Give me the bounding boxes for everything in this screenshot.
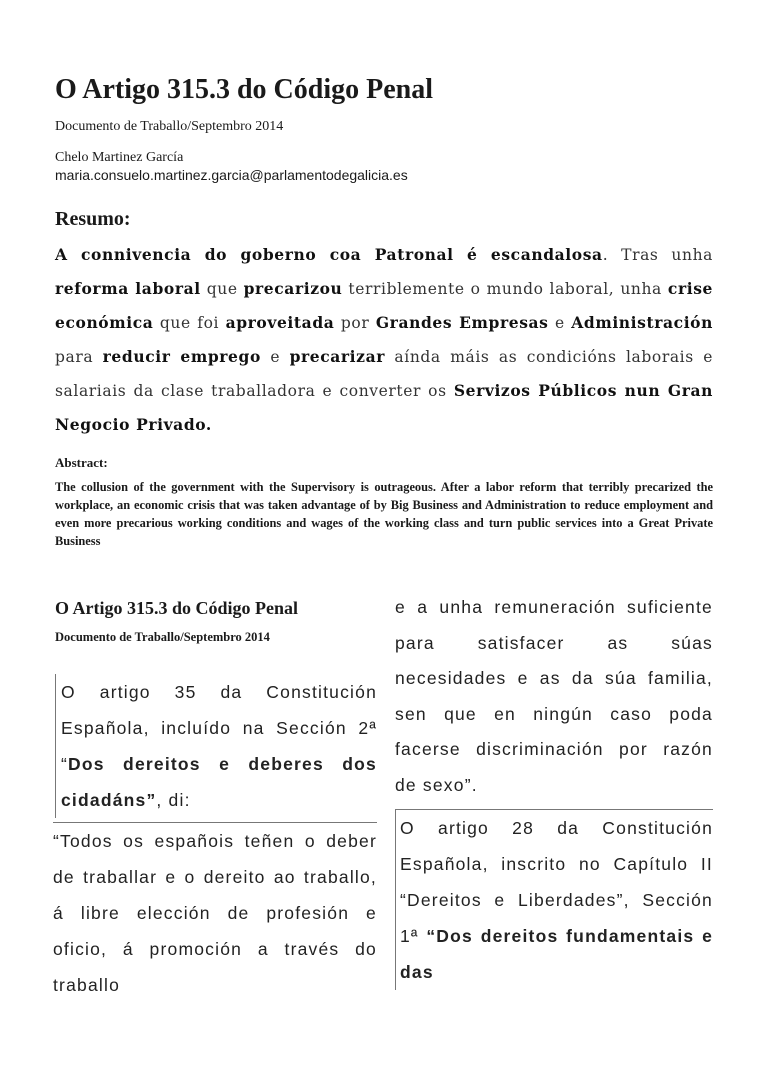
resumo-highlight: Administración — [571, 313, 713, 332]
left-column — [55, 598, 377, 1003]
resumo-text: e — [260, 348, 290, 366]
article-28-section-name: “Dos dereitos fundamentais e das — [400, 925, 713, 982]
resumo-text: terriblemente o mundo laboral, unha — [342, 280, 668, 298]
resumo-body — [55, 238, 713, 442]
article-35-paragraph — [55, 674, 377, 818]
quote-paragraph-end: e a unha remuneración suficiente para satisfacer as súas necesidades e as da súa familia, sen que en ningún caso poda facerse discriminación por razón de sexo”. — [395, 597, 713, 795]
quote-paragraph-start: “Todos os españois teñen o deber de traballar e o dereito ao traballo, á libre elección de profesión e oficio, á promoción a través do traballo — [53, 822, 377, 1003]
resumo-highlight: reforma laboral — [55, 279, 201, 298]
author-name: Chelo Martinez García — [55, 150, 184, 165]
abstract-body: The collusion of the government with the Supervisory is outrageous. After a labor reform that terribly precarized the workplace, an economic crisis that was taken advantage of by Big Business and Administration to reduce employment and even more precarious working conditions and wages of the working class and turn public services into a Great Private Business — [55, 480, 713, 548]
resumo-text: que foi — [153, 314, 226, 332]
resumo-text: por — [334, 314, 376, 332]
section-subtitle: Documento de Traballo/Septembro 2014 — [55, 630, 270, 644]
resumo-text: . Tras unha — [602, 246, 713, 264]
abstract-heading: Abstract: — [55, 455, 108, 470]
resumo-text: para — [55, 348, 103, 366]
article-35-intro: O artigo 35 da Constitución Española, incluído na Sección 2ª “ — [61, 682, 377, 774]
resumo-highlight: Servizos Públicos nun Gran Negocio Privado. — [55, 381, 714, 434]
article-35-end: , di: — [156, 790, 191, 810]
resumo-highlight: Grandes Empresas — [375, 313, 549, 332]
article-28-paragraph — [395, 809, 713, 990]
resumo-highlight: aproveitada — [225, 313, 335, 332]
article-28-intro: O artigo 28 da Constitución Española, inscrito no Capítulo II “Dereitos e Liberdades”, Sección 1ª — [400, 817, 713, 946]
resumo-highlight: A connivencia do goberno coa Patronal é escandalosa — [55, 245, 603, 264]
document-title: O Artigo 315.3 do Código Penal — [55, 74, 434, 105]
resumo-text: que — [200, 280, 244, 298]
resumo-highlight: crise económica — [55, 279, 713, 332]
resumo-text: aínda máis as condicións laborais e salariais da clase traballadora e converter os — [55, 348, 713, 400]
resumo-heading: Resumo: — [55, 208, 131, 230]
resumo-highlight: reducir emprego — [102, 347, 261, 366]
resumo-highlight: precarizar — [289, 347, 385, 366]
section-title: O Artigo 315.3 do Código Penal — [55, 598, 299, 618]
resumo-text: e — [548, 314, 572, 332]
resumo-highlight: precarizou — [243, 279, 343, 298]
right-column — [395, 598, 713, 990]
document-subtitle: Documento de Traballo/Septembro 2014 — [55, 119, 284, 134]
author-email[interactable]: maria.consuelo.martinez.garcia@parlamentodegalicia.es — [55, 167, 408, 183]
article-35-section-name: Dos dereitos e deberes dos cidadáns” — [61, 754, 377, 810]
